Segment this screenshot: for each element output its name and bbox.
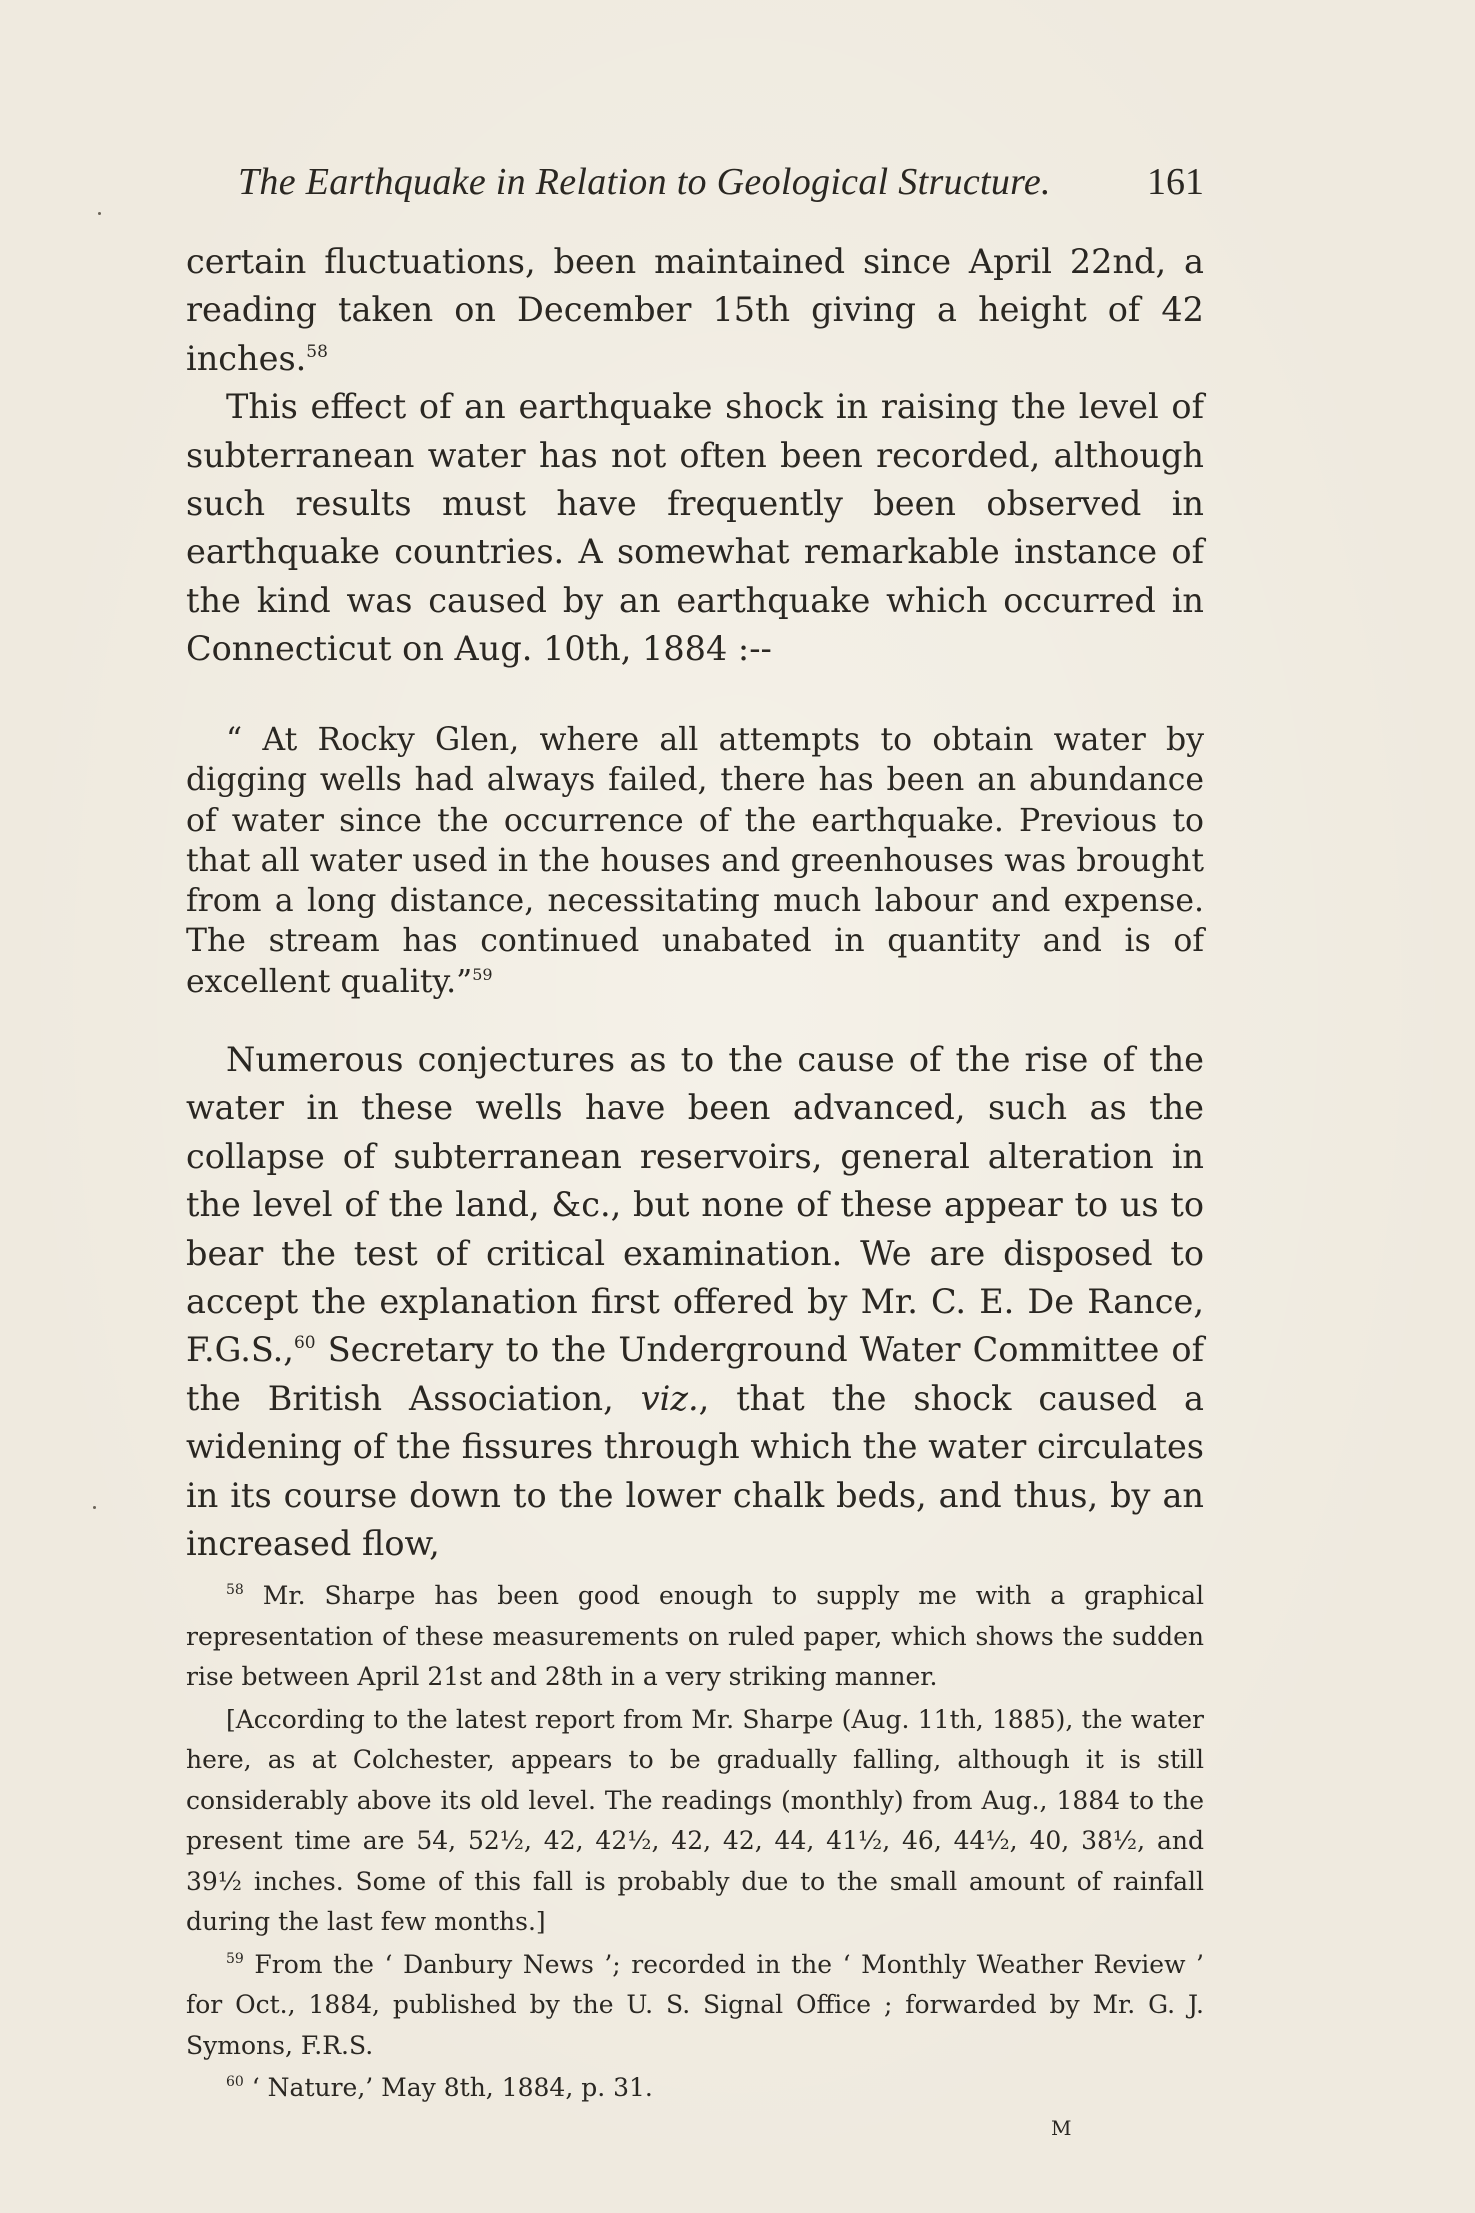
footnote-marker: 60	[226, 2074, 244, 2090]
running-title: The Earthquake in Relation to Geological Structure.	[238, 161, 1051, 203]
paragraph-continuation: certain fluctuations, been maintained since April 22nd, a reading taken on December 15th giving a height of 42 inches.$^{58}$	[186, 242, 1204, 378]
footnote-marker: 58	[226, 1582, 244, 1598]
italic-viz: viz.	[640, 1378, 699, 1418]
speck-mark	[93, 1506, 96, 1509]
quote-text: “ At Rocky Glen, where all attempts to obtain water by digging wells had always failed, there has been an abundance of water since the occurrence of the earthquake. Previous to that all water used in the houses and greenhouses was brought from a long distance, necessitating much labour and expense. The stream has continued unabated in quantity and is of excellent quality.”	[186, 722, 1204, 1000]
footnote-59: $^{59}$ From the ‘ Danbury News ’; recorded in the ‘ Monthly Weather Review ’ for Oct., 1884, published by the U. S. Signal Office ; forwarded by Mr. G. J. Symons, F.R.S.	[186, 1949, 1204, 2060]
speck-mark	[98, 212, 101, 215]
footnote-ref-58: 58	[306, 341, 328, 362]
footnote-marker: 59	[226, 1950, 244, 1967]
footnote-ref-60: 60	[293, 1333, 316, 1354]
block-quote	[186, 720, 1204, 1002]
body-text-bottom	[186, 1036, 1204, 1568]
footnote-ref-59: 59	[472, 964, 493, 984]
footnote-58: $^{58}$ Mr. Sharpe has been good enough to supply me with a graphical representation of these measurements on ruled paper, which shows the sudden rise between April 21st and 28th in a very striking manner.	[186, 1581, 1204, 1691]
paragraph-effect: This effect of an earthquake shock in raising the level of subterranean water has not often been recorded, although such results must have frequently been observed in earthquake countries. A somewhat remarkable instance of the kind was caused by an earthquake which occurred in Connecticut on Aug. 10th, 1884 :--	[186, 387, 1204, 669]
page-header	[238, 160, 1204, 210]
signature-mark: M	[1051, 2116, 1073, 2140]
body-text-top	[186, 238, 1204, 674]
footnotes	[186, 1576, 1204, 2111]
footnote-58-addendum: [According to the latest report from Mr. Sharpe (Aug. 11th, 1885), the water here, as at Colchester, appears to be gradually falling, although it is still considerably above its old level. The readings (monthly) from Aug., 1884 to the present time are 54, 52½, 42, 42½, 42, 42, 44, 41½, 46, 44½, 40, 38½, and 39½ inches. Some of this fall is probably due to the small amount of rainfall during the last few months.]	[186, 1704, 1204, 1936]
page-number: 161	[1147, 161, 1204, 203]
paragraph-conjectures: Numerous conjectures as to the cause of the rise of the water in these wells have been advanced, such as the collapse of subterranean reservoirs, general alteration in the level of the land, &c., but none of these appear to us to bear the test of critical examination. We are disposed to accept the explanation first offered by Mr. C. E. De Rance, F.G.S.,$^{60}$ Secretary to the Underground Water Committee of the British Association, viz., that the shock caused a widening of the fissures through which the water circulates in its course down to the lower chalk beds, and thus, by an increased flow,	[186, 1040, 1204, 1564]
footnote-60: $^{60}$ ‘ Nature,’ May 8th, 1884, p. 31.	[226, 2073, 653, 2102]
